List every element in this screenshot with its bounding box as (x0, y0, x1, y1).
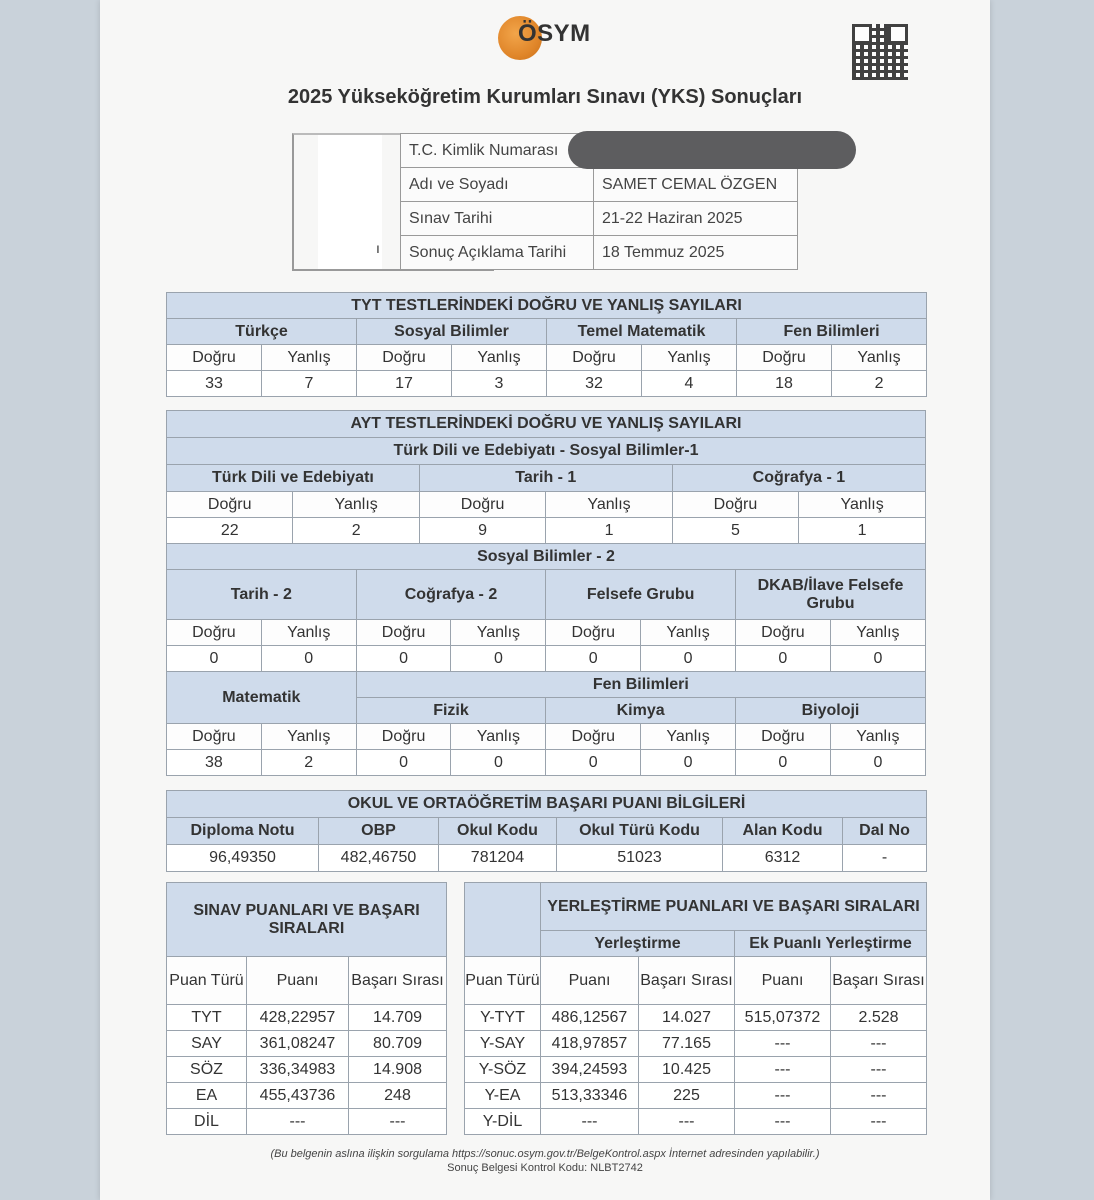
yanlis-label: Yanlış (261, 620, 356, 646)
score-value: 513,33346 (541, 1083, 639, 1109)
obp-header: Diploma Notu (167, 818, 319, 845)
ayt-math-title: Matematik (167, 672, 357, 724)
obp-value: 51023 (557, 845, 723, 872)
score-type: SAY (167, 1031, 247, 1057)
name-label: Adı ve Soyadı (401, 168, 594, 202)
count-cell: 5 (672, 518, 798, 544)
count-cell: 1 (799, 518, 926, 544)
score-value: 515,07372 (735, 1005, 831, 1031)
col-puan-turu: Puan Türü (167, 957, 247, 1005)
rank-value: 225 (639, 1083, 735, 1109)
col-puani: Puanı (541, 957, 639, 1005)
ayt-subject: Tarih - 2 (167, 570, 357, 620)
ayt-subject: Coğrafya - 1 (672, 465, 925, 492)
rank-value: 14.027 (639, 1005, 735, 1031)
yanlis-label: Yanlış (830, 620, 925, 646)
score-type: Y-SÖZ (465, 1057, 541, 1083)
count-cell: 32 (547, 371, 642, 397)
score-value: --- (735, 1057, 831, 1083)
dogru-label: Doğru (546, 724, 641, 750)
dogru-label: Doğru (167, 345, 262, 371)
col-basari: Başarı Sırası (349, 957, 447, 1005)
count-cell: 0 (641, 646, 736, 672)
count-cell: 4 (642, 371, 737, 397)
score-value: --- (247, 1109, 349, 1135)
exam-scores-title: SINAV PUANLARI VE BAŞARI SIRALARI (167, 883, 447, 957)
yanlis-label: Yanlış (293, 492, 419, 518)
tyt-subject: Sosyal Bilimler (357, 319, 547, 345)
dogru-label: Doğru (547, 345, 642, 371)
rank-value: --- (349, 1109, 447, 1135)
yanlis-label: Yanlış (799, 492, 926, 518)
col-puani: Puanı (735, 957, 831, 1005)
ayt-subject: Türk Dili ve Edebiyatı (167, 465, 420, 492)
dogru-label: Doğru (419, 492, 545, 518)
count-cell: 17 (357, 371, 452, 397)
tc-label: T.C. Kimlik Numarası (401, 134, 594, 168)
tyt-table (166, 292, 927, 397)
ek-yerlestirme-label: Ek Puanlı Yerleştirme (735, 931, 927, 957)
obp-title: OKUL VE ORTAÖĞRETİM BAŞARI PUANI BİLGİLERİ (167, 791, 927, 818)
yanlis-label: Yanlış (641, 620, 736, 646)
count-cell: 0 (546, 750, 641, 776)
rank-value: 2.528 (831, 1005, 927, 1031)
score-value: --- (735, 1109, 831, 1135)
obp-value: 781204 (439, 845, 557, 872)
exam-date-value: 21-22 Haziran 2025 (594, 202, 798, 236)
count-cell: 38 (167, 750, 262, 776)
control-code: Sonuç Belgesi Kontrol Kodu: NLBT2742 (447, 1162, 643, 1174)
dogru-label: Doğru (672, 492, 798, 518)
count-cell: 0 (830, 750, 925, 776)
dogru-label: Doğru (167, 492, 293, 518)
yanlis-label: Yanlış (830, 724, 925, 750)
tyt-subject: Türkçe (167, 319, 357, 345)
obp-value: 6312 (723, 845, 843, 872)
rank-value: --- (831, 1057, 927, 1083)
placement-blank (465, 883, 541, 957)
obp-header: Dal No (843, 818, 927, 845)
tc-redaction (568, 131, 856, 169)
score-type: Y-TYT (465, 1005, 541, 1031)
result-document (100, 0, 990, 1200)
ayt-group1-title: Türk Dili ve Edebiyatı - Sosyal Bilimler-1 (167, 438, 926, 465)
obp-header: OBP (319, 818, 439, 845)
score-value: 394,24593 (541, 1057, 639, 1083)
dogru-label: Doğru (546, 620, 641, 646)
dogru-label: Doğru (357, 345, 452, 371)
obp-header: Okul Türü Kodu (557, 818, 723, 845)
score-type: Y-DİL (465, 1109, 541, 1135)
count-cell: 0 (546, 646, 641, 672)
logo-text: ÖSYM (518, 20, 591, 47)
result-date-value: 18 Temmuz 2025 (594, 236, 798, 270)
rank-value: 248 (349, 1083, 447, 1109)
count-cell: 1 (546, 518, 672, 544)
qr-code-icon (852, 24, 908, 80)
score-type: SÖZ (167, 1057, 247, 1083)
name-value: SAMET CEMAL ÖZGEN (594, 168, 798, 202)
score-type: DİL (167, 1109, 247, 1135)
count-cell: 7 (262, 371, 357, 397)
osym-logo (498, 8, 608, 68)
count-cell: 22 (167, 518, 293, 544)
rank-value: --- (831, 1031, 927, 1057)
page-title: 2025 Yükseköğretim Kurumları Sınavı (YKS) Sonuçları (287, 86, 803, 108)
dogru-label: Doğru (356, 724, 451, 750)
rank-value: 10.425 (639, 1057, 735, 1083)
score-value: 455,43736 (247, 1083, 349, 1109)
count-cell: 0 (167, 646, 262, 672)
yanlis-label: Yanlış (642, 345, 737, 371)
score-value: --- (735, 1031, 831, 1057)
score-type: EA (167, 1083, 247, 1109)
rank-value: 14.908 (349, 1057, 447, 1083)
count-cell: 0 (735, 646, 830, 672)
ayt-subject: Kimya (546, 698, 736, 724)
dogru-label: Doğru (735, 620, 830, 646)
obp-value: 96,49350 (167, 845, 319, 872)
yanlis-label: Yanlış (451, 620, 546, 646)
dogru-label: Doğru (737, 345, 832, 371)
ayt-subject: DKAB/İlave Felsefe Grubu (735, 570, 925, 620)
count-cell: 3 (452, 371, 547, 397)
count-cell: 0 (830, 646, 925, 672)
count-cell: 0 (261, 646, 356, 672)
photo-redaction (318, 135, 382, 269)
yanlis-label: Yanlış (452, 345, 547, 371)
score-value: 418,97857 (541, 1031, 639, 1057)
ayt-subject: Biyoloji (735, 698, 925, 724)
col-puan-turu: Puan Türü (465, 957, 541, 1005)
verification-note: (Bu belgenin aslına ilişkin sorgulama https://sonuc.osym.gov.tr/BelgeKontrol.aspx İnternet adresinden yapılabilir.) (270, 1148, 820, 1160)
yanlis-label: Yanlış (261, 724, 356, 750)
photo-mark-icon: ı (376, 240, 380, 256)
obp-value: - (843, 845, 927, 872)
yanlis-label: Yanlış (451, 724, 546, 750)
score-type: TYT (167, 1005, 247, 1031)
tyt-subject: Temel Matematik (547, 319, 737, 345)
rank-value: 80.709 (349, 1031, 447, 1057)
dogru-label: Doğru (167, 620, 262, 646)
count-cell: 2 (261, 750, 356, 776)
col-basari: Başarı Sırası (831, 957, 927, 1005)
score-value: --- (541, 1109, 639, 1135)
count-cell: 9 (419, 518, 545, 544)
score-type: Y-SAY (465, 1031, 541, 1057)
placement-scores-title: YERLEŞTİRME PUANLARI VE BAŞARI SIRALARI (541, 883, 927, 931)
yanlis-label: Yanlış (262, 345, 357, 371)
score-value: 486,12567 (541, 1005, 639, 1031)
yerlestirme-label: Yerleştirme (541, 931, 735, 957)
count-cell: 0 (451, 750, 546, 776)
ayt-title: AYT TESTLERİNDEKİ DOĞRU VE YANLIŞ SAYILARI (167, 411, 926, 438)
dogru-label: Doğru (167, 724, 262, 750)
rank-value: 14.709 (349, 1005, 447, 1031)
rank-value: --- (639, 1109, 735, 1135)
ayt-subject: Felsefe Grubu (546, 570, 736, 620)
placement-scores-table (464, 882, 927, 1135)
tyt-title: TYT TESTLERİNDEKİ DOĞRU VE YANLIŞ SAYILARI (167, 293, 927, 319)
count-cell: 0 (451, 646, 546, 672)
obp-header: Alan Kodu (723, 818, 843, 845)
result-date-label: Sonuç Açıklama Tarihi (401, 236, 594, 270)
count-cell: 0 (735, 750, 830, 776)
exam-scores-table (166, 882, 447, 1135)
score-value: 428,22957 (247, 1005, 349, 1031)
rank-value: --- (831, 1109, 927, 1135)
yanlis-label: Yanlış (641, 724, 736, 750)
ayt-table (166, 410, 926, 776)
count-cell: 0 (356, 750, 451, 776)
ayt-subject: Tarih - 1 (419, 465, 672, 492)
count-cell: 0 (356, 646, 451, 672)
count-cell: 2 (832, 371, 927, 397)
count-cell: 33 (167, 371, 262, 397)
dogru-label: Doğru (735, 724, 830, 750)
tyt-subject: Fen Bilimleri (737, 319, 927, 345)
count-cell: 2 (293, 518, 419, 544)
ayt-group2-title: Sosyal Bilimler - 2 (167, 544, 926, 570)
obp-header: Okul Kodu (439, 818, 557, 845)
exam-date-label: Sınav Tarihi (401, 202, 594, 236)
rank-value: 77.165 (639, 1031, 735, 1057)
rank-value: --- (831, 1083, 927, 1109)
col-puani: Puanı (247, 957, 349, 1005)
yanlis-label: Yanlış (832, 345, 927, 371)
score-value: --- (735, 1083, 831, 1109)
ayt-fen-title: Fen Bilimleri (356, 672, 925, 698)
score-value: 361,08247 (247, 1031, 349, 1057)
score-type: Y-EA (465, 1083, 541, 1109)
ayt-subject: Fizik (356, 698, 546, 724)
obp-value: 482,46750 (319, 845, 439, 872)
count-cell: 0 (641, 750, 736, 776)
yanlis-label: Yanlış (546, 492, 672, 518)
ayt-subject: Coğrafya - 2 (356, 570, 546, 620)
dogru-label: Doğru (356, 620, 451, 646)
obp-table (166, 790, 927, 872)
count-cell: 18 (737, 371, 832, 397)
col-basari: Başarı Sırası (639, 957, 735, 1005)
score-value: 336,34983 (247, 1057, 349, 1083)
